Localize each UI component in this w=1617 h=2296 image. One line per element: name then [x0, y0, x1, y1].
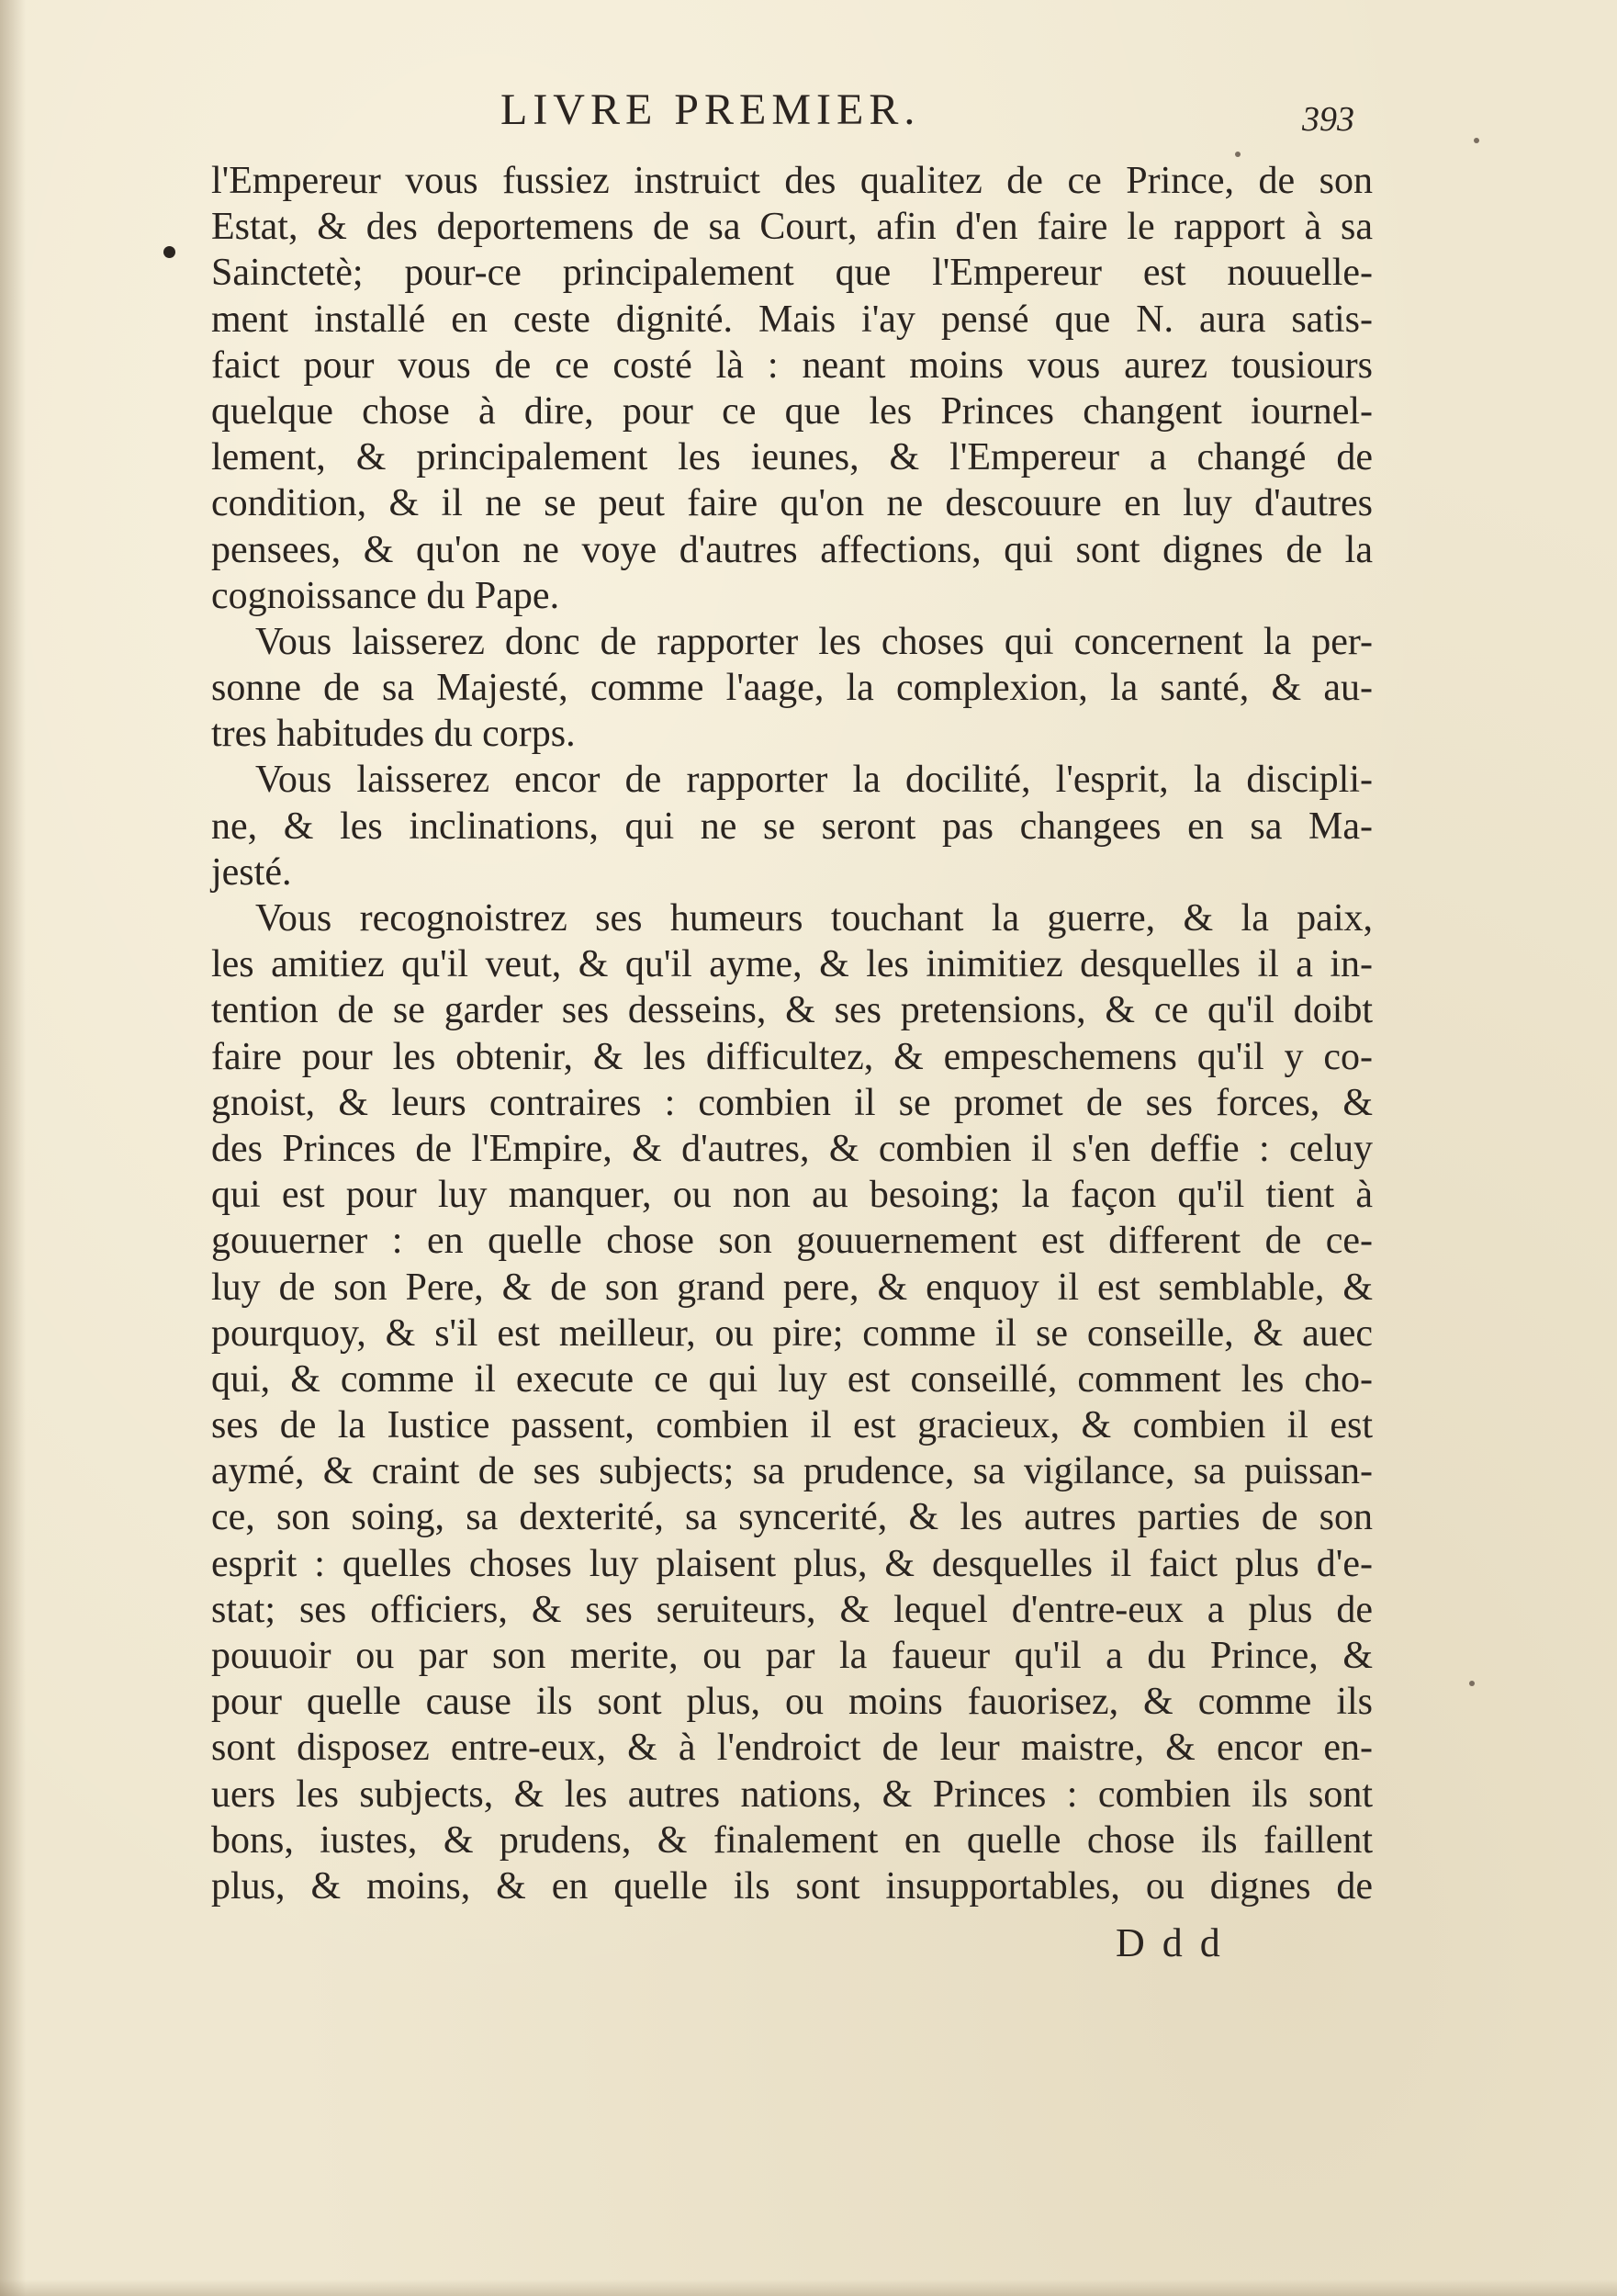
running-head: LIVRE PREMIER. [500, 85, 921, 134]
text-line: pourquoy, & s'il est meilleur, ou pire; comme il se conseille, & auec [211, 1311, 1373, 1355]
text-line: sonne de sa Majesté, comme l'aage, la complexion, la santé, & au- [211, 667, 1373, 710]
signature-mark: D d d [1116, 1920, 1224, 1965]
page-number: 393 [1302, 100, 1354, 139]
text-line: qui est pour luy manquer, ou non au besoing; la façon qu'il tient à [211, 1174, 1373, 1217]
text-line: sont disposez entre-eux, & à l'endroict de leur maistre, & encor en- [211, 1727, 1373, 1770]
text-line: quelque chose à dire, pour ce que les Princes changent iournel- [211, 389, 1373, 433]
text-line: des Princes de l'Empire, & d'autres, & combien il s'en deffie : celuy [211, 1127, 1373, 1170]
text-line: ne, & les inclinations, qui ne se seront pas changees en sa Ma- [211, 805, 1373, 848]
text-line: pouuoir ou par son merite, ou par la faueur qu'il a du Prince, & [211, 1635, 1373, 1677]
main-text [211, 158, 1373, 1909]
paper-speck [1469, 1681, 1475, 1686]
text-line: les amitiez qu'il veut, & qu'il ayme, & les inimitiez desquelles il a in- [211, 943, 1373, 986]
text-line: qui, & comme il execute ce qui luy est conseillé, comment les cho- [211, 1357, 1373, 1401]
text-line: condition, & il ne se peut faire qu'on ne descouure en luy d'autres [211, 482, 1373, 525]
text-line: Sainctetè; pour-ce principalement que l'Empereur est nouuelle- [211, 252, 1373, 295]
page-edge-shadow [0, 0, 26, 2296]
text-line: luy de son Pere, & de son grand pere, & enquoy il est semblable, & [211, 1266, 1373, 1309]
text-line: tres habitudes du corps. [211, 713, 576, 756]
text-line: tention de se garder ses desseins, & ses pretensions, & ce qu'il doibt [211, 989, 1373, 1032]
page-bottom-shadow [0, 2279, 1617, 2296]
paper-speck [1235, 152, 1241, 157]
text-line: cognoissance du Pape. [211, 574, 560, 617]
text-line: pour quelle cause ils sont plus, ou moins fauorisez, & comme ils [211, 1681, 1373, 1724]
text-line: bons, iustes, & prudens, & finalement en quelle chose ils faillent [211, 1818, 1373, 1862]
text-line: aymé, & craint de ses subjects; sa prudence, sa vigilance, sa puissan- [211, 1450, 1373, 1493]
text-line: ses de la Iustice passent, combien il est gracieux, & combien il est [211, 1404, 1373, 1447]
text-line: l'Empereur vous fussiez instruict des qualitez de ce Prince, de son [211, 160, 1373, 202]
paragraph-start-line: Vous laisserez encor de rapporter la docilité, l'esprit, la discipli- [255, 759, 1373, 802]
text-line: plus, & moins, & en quelle ils sont insupportables, ou dignes de [211, 1864, 1373, 1908]
text-line: gouuerner : en quelle chose son gouuernement est different de ce- [211, 1220, 1373, 1263]
text-line: uers les subjects, & les autres nations, & Princes : combien ils sont [211, 1773, 1373, 1816]
paper-speck [1474, 138, 1479, 143]
text-line: stat; ses officiers, & ses seruiteurs, & lequel d'entre-eux a plus de [211, 1588, 1373, 1631]
ink-blot-mark [163, 246, 175, 258]
text-line: Estat, & des deportemens de sa Court, afin d'en faire le rapport à sa [211, 206, 1373, 249]
text-line: jesté. [211, 850, 292, 894]
paragraph-start-line: Vous recognoistrez ses humeurs touchant la guerre, & la paix, [255, 897, 1373, 940]
text-line: faict pour vous de ce costé là : neant moins vous aurez tousiours [211, 343, 1373, 387]
text-line: lement, & principalement les ieunes, & l'Empereur a changé de [211, 436, 1373, 479]
paragraph-start-line: Vous laisserez donc de rapporter les choses qui concernent la per- [255, 620, 1373, 663]
text-line: esprit : quelles choses luy plaisent plus, & desquelles il faict plus d'e- [211, 1542, 1373, 1585]
text-line: pensees, & qu'on ne voye d'autres affections, qui sont dignes de la [211, 528, 1373, 571]
text-line: gnoist, & leurs contraires : combien il se promet de ses forces, & [211, 1081, 1373, 1124]
text-line: ce, son soing, sa dexterité, sa syncerité, & les autres parties de son [211, 1496, 1373, 1539]
text-line: faire pour les obtenir, & les difficultez, & empeschemens qu'il y co- [211, 1035, 1373, 1078]
text-line: ment installé en ceste dignité. Mais i'ay pensé que N. aura satis- [211, 298, 1373, 341]
